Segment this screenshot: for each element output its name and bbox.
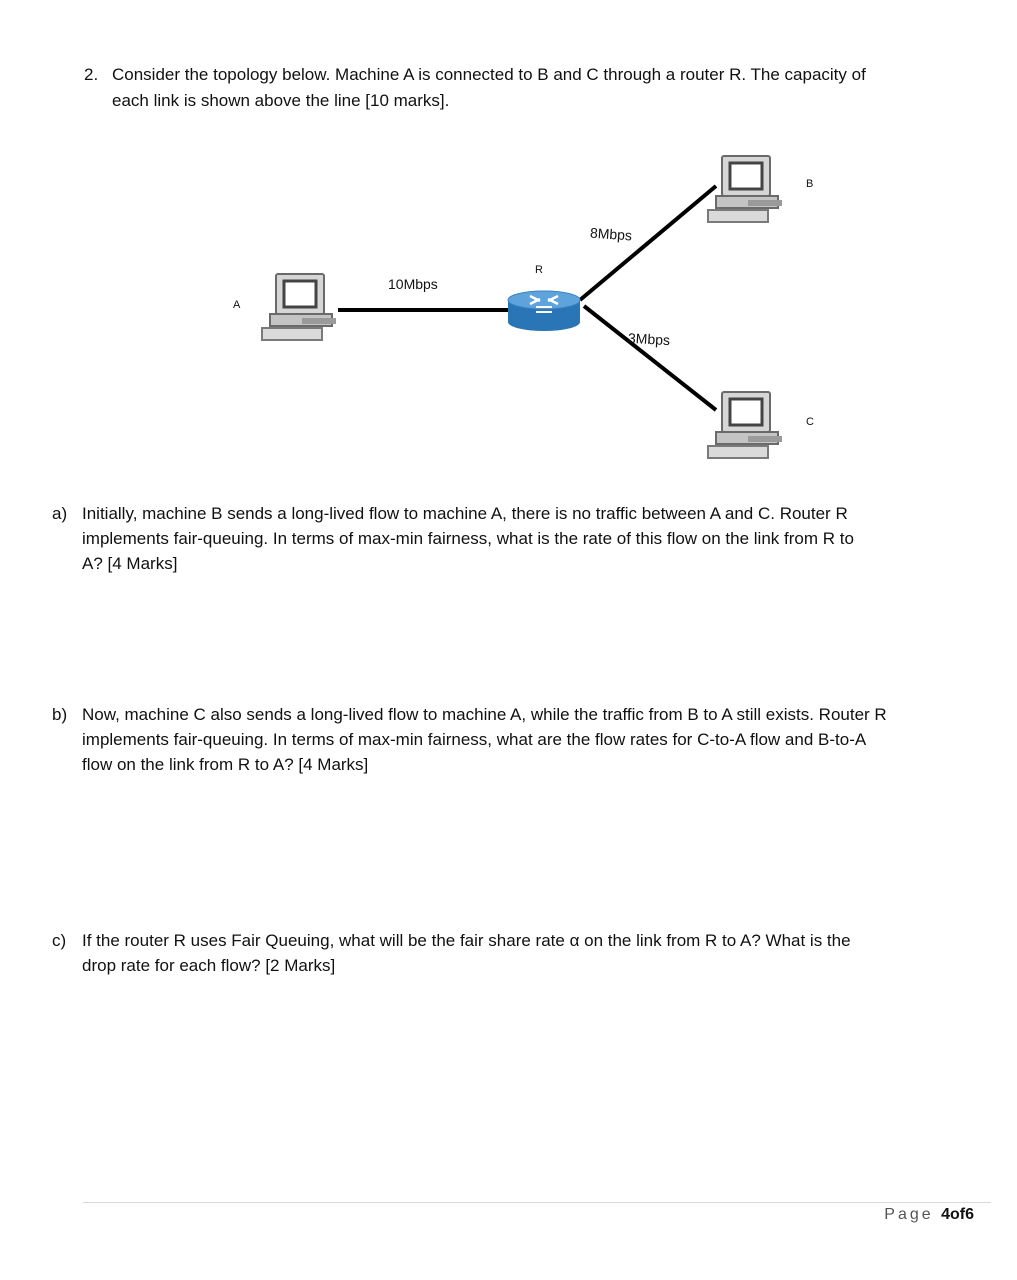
- topology-links: [0, 0, 1017, 480]
- link-capacity-a-r: 10Mbps: [388, 276, 438, 292]
- part-a-marker: a): [52, 504, 68, 523]
- computer-b-icon: [708, 156, 782, 222]
- part-b: [52, 702, 992, 777]
- part-b-line-2: implements fair-queuing. In terms of max-min fairness, what are the flow rates for C-to-A flow and B-to-A: [82, 730, 867, 749]
- part-a-line-3: A? [4 Marks]: [82, 554, 178, 573]
- link-r-c: [584, 306, 716, 410]
- computer-c-icon: [708, 392, 782, 458]
- node-label-c: C: [806, 416, 814, 428]
- link-capacity-r-b: 8Mbps: [589, 224, 633, 244]
- part-a-line-1: Initially, machine B sends a long-lived flow to machine A, there is no traffic between A and C. Router R: [82, 504, 848, 523]
- part-c: [52, 928, 982, 978]
- part-c-marker: c): [52, 931, 67, 950]
- topology-diagram: [0, 0, 1017, 480]
- computer-a-icon: [262, 274, 336, 340]
- question-number: 2.: [84, 65, 99, 84]
- page-word: Page: [884, 1206, 934, 1223]
- part-c-line-2: drop rate for each flow? [2 Marks]: [82, 956, 336, 975]
- question-text-line-2: each link is shown above the line [10 marks].: [112, 91, 450, 110]
- router-icon: [508, 291, 580, 331]
- link-r-b: [580, 186, 716, 300]
- node-label-b: B: [806, 178, 814, 190]
- part-a: [52, 501, 982, 576]
- node-label-a: A: [233, 299, 241, 311]
- node-label-r: R: [535, 264, 543, 276]
- footer-divider: [83, 1202, 991, 1203]
- part-b-line-1: Now, machine C also sends a long-lived flow to machine A, while the traffic from B to A still exists. Router R: [82, 705, 887, 724]
- part-a-line-2: implements fair-queuing. In terms of max-min fairness, what is the rate of this flow on the link from R to: [82, 529, 854, 548]
- part-b-line-3: flow on the link from R to A? [4 Marks]: [82, 755, 369, 774]
- page-footer: [884, 1206, 974, 1224]
- part-b-marker: b): [52, 705, 68, 724]
- link-capacity-r-c: 3Mbps: [627, 329, 671, 349]
- page-number: 4of6: [941, 1206, 974, 1223]
- question-text-line-1: Consider the topology below. Machine A is connected to B and C through a router R. The capacity of: [112, 65, 866, 84]
- part-c-line-1: If the router R uses Fair Queuing, what will be the fair share rate α on the link from R to A? What is the: [82, 931, 851, 950]
